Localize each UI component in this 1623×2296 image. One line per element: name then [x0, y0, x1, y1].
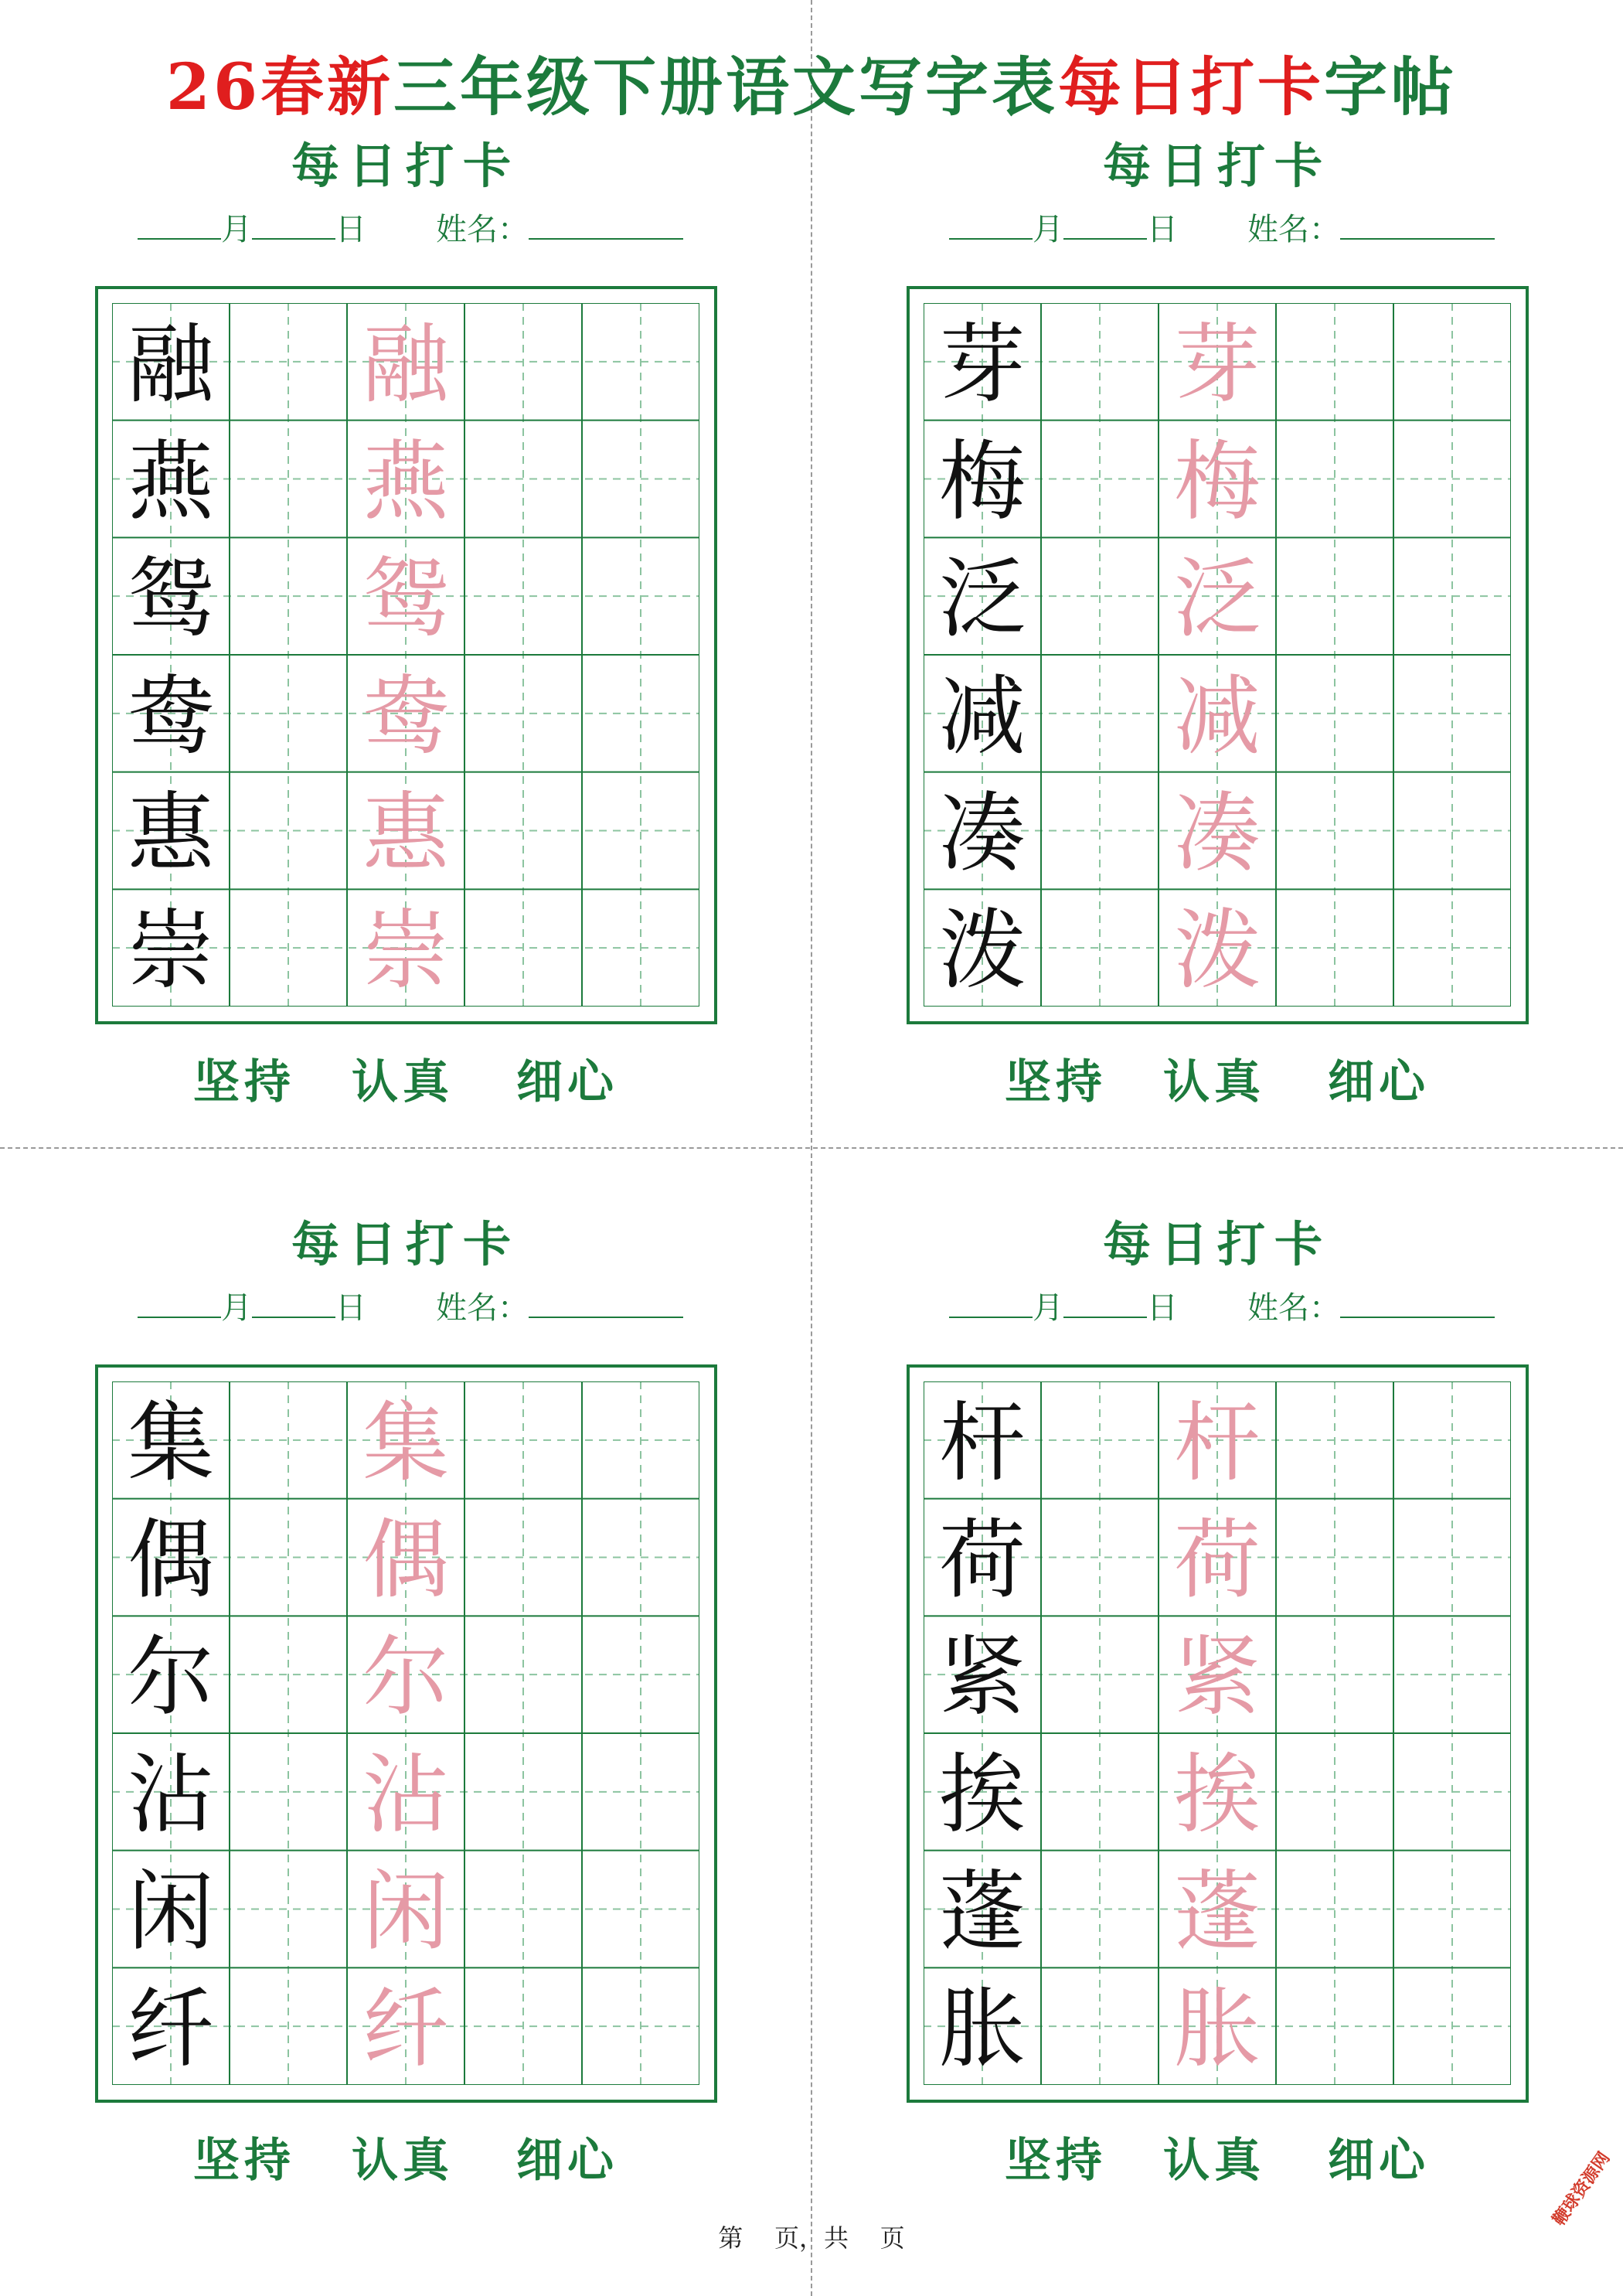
model-character: 沾	[128, 1744, 214, 1845]
trace-character: 崇	[362, 901, 449, 1002]
month-label: 月	[221, 212, 252, 247]
writing-grid[interactable]	[112, 1381, 699, 2085]
day-blank[interactable]	[252, 1281, 335, 1318]
date-line	[949, 1281, 1495, 1327]
trace-character: 凑	[1174, 783, 1261, 884]
title-part-4: 字帖	[1324, 50, 1458, 124]
model-character: 芽	[939, 314, 1026, 415]
date-line	[138, 1281, 683, 1327]
month-blank[interactable]	[138, 1281, 221, 1318]
month-blank[interactable]	[949, 203, 1033, 240]
day-label: 日	[335, 212, 366, 247]
slogan-careful: 认真	[1163, 1055, 1265, 1109]
model-character: 胀	[939, 1979, 1026, 2080]
slogan-attentive: 细心	[1328, 1055, 1430, 1109]
model-character: 鸯	[128, 666, 214, 767]
name-blank[interactable]	[1340, 203, 1495, 240]
practice-panel-4	[812, 1078, 1623, 2188]
panel-heading: 每日打卡	[1102, 138, 1332, 194]
trace-character: 纤	[362, 1979, 449, 2080]
day-blank[interactable]	[1063, 1281, 1147, 1318]
trace-character: 减	[1174, 666, 1261, 767]
slogan-attentive: 细心	[516, 1055, 618, 1109]
model-character: 融	[128, 314, 214, 415]
model-character: 梅	[939, 431, 1026, 533]
trace-character: 芽	[1174, 314, 1261, 415]
day-label: 日	[1147, 1290, 1178, 1326]
trace-character: 偶	[362, 1510, 449, 1611]
slogan-careful: 认真	[1163, 2134, 1265, 2188]
model-character: 荷	[939, 1510, 1026, 1611]
model-character: 闲	[128, 1862, 214, 1963]
slogan-persist: 坚持	[193, 1055, 295, 1109]
month-label: 月	[1033, 1290, 1063, 1326]
trace-character: 胀	[1174, 1979, 1261, 2080]
model-character: 纤	[128, 1979, 214, 2080]
name-label: 姓名：	[1247, 1290, 1340, 1326]
slogan-attentive: 细心	[1328, 2134, 1430, 2188]
practice-panel-1	[0, 0, 812, 1109]
date-line	[138, 203, 683, 249]
panel-heading: 每日打卡	[291, 1216, 520, 1272]
trace-character: 紧	[1174, 1627, 1261, 1729]
page-number-footer: 第 页，共 页	[718, 2223, 905, 2253]
date-line	[949, 203, 1495, 249]
model-character: 崇	[128, 901, 214, 1002]
name-blank[interactable]	[1340, 1281, 1495, 1318]
month-blank[interactable]	[138, 203, 221, 240]
name-label: 姓名：	[436, 212, 529, 247]
trace-character: 燕	[362, 431, 449, 533]
trace-character: 梅	[1174, 431, 1261, 533]
trace-character: 泛	[1174, 549, 1261, 650]
month-label: 月	[1033, 212, 1063, 247]
model-character: 惠	[128, 783, 214, 884]
trace-character: 集	[362, 1392, 449, 1494]
title-part-1: 26春新	[165, 50, 394, 124]
model-character: 鸳	[128, 549, 214, 650]
slogan-careful: 认真	[352, 2134, 454, 2188]
practice-panel-2	[812, 0, 1623, 1109]
model-character: 蓬	[939, 1862, 1026, 1963]
trace-character: 泼	[1174, 901, 1261, 1002]
name-label: 姓名：	[436, 1290, 529, 1326]
writing-grid[interactable]	[924, 303, 1511, 1007]
model-character: 减	[939, 666, 1026, 767]
trace-character: 沾	[362, 1744, 449, 1845]
trace-character: 挨	[1174, 1744, 1261, 1845]
trace-character: 鸳	[362, 549, 449, 650]
practice-panel-3	[0, 1078, 812, 2188]
title-part-2: 三年级下册语文写字表	[393, 50, 1059, 124]
watermark-stamp: 鞭球资源网	[1549, 2148, 1614, 2230]
day-blank[interactable]	[252, 203, 335, 240]
title-part-3: 每日打卡	[1058, 50, 1325, 124]
model-character: 泛	[939, 549, 1026, 650]
model-character: 泼	[939, 901, 1026, 1002]
slogan-attentive: 细心	[516, 2134, 618, 2188]
trace-character: 鸯	[362, 666, 449, 767]
slogan-persist: 坚持	[1005, 1055, 1107, 1109]
trace-character: 荷	[1174, 1510, 1261, 1611]
month-label: 月	[221, 1290, 252, 1326]
panel-heading: 每日打卡	[291, 138, 520, 194]
name-blank[interactable]	[529, 1281, 683, 1318]
day-label: 日	[1147, 212, 1178, 247]
trace-character: 融	[362, 314, 449, 415]
trace-character: 杆	[1174, 1392, 1261, 1494]
writing-grid[interactable]	[112, 303, 699, 1007]
day-blank[interactable]	[1063, 203, 1147, 240]
trace-character: 闲	[362, 1862, 449, 1963]
day-label: 日	[335, 1290, 366, 1326]
name-label: 姓名：	[1247, 212, 1340, 247]
name-blank[interactable]	[529, 203, 683, 240]
model-character: 燕	[128, 431, 214, 533]
panel-heading: 每日打卡	[1102, 1216, 1332, 1272]
slogan-persist: 坚持	[1005, 2134, 1107, 2188]
month-blank[interactable]	[949, 1281, 1033, 1318]
trace-character: 蓬	[1174, 1862, 1261, 1963]
slogan-persist: 坚持	[193, 2134, 295, 2188]
model-character: 尔	[128, 1627, 214, 1729]
model-character: 杆	[939, 1392, 1026, 1494]
model-character: 凑	[939, 783, 1026, 884]
model-character: 集	[128, 1392, 214, 1494]
trace-character: 尔	[362, 1627, 449, 1729]
model-character: 挨	[939, 1744, 1026, 1845]
trace-character: 惠	[362, 783, 449, 884]
model-character: 紧	[939, 1627, 1026, 1729]
model-character: 偶	[128, 1510, 214, 1611]
writing-grid[interactable]	[924, 1381, 1511, 2085]
slogan-careful: 认真	[352, 1055, 454, 1109]
